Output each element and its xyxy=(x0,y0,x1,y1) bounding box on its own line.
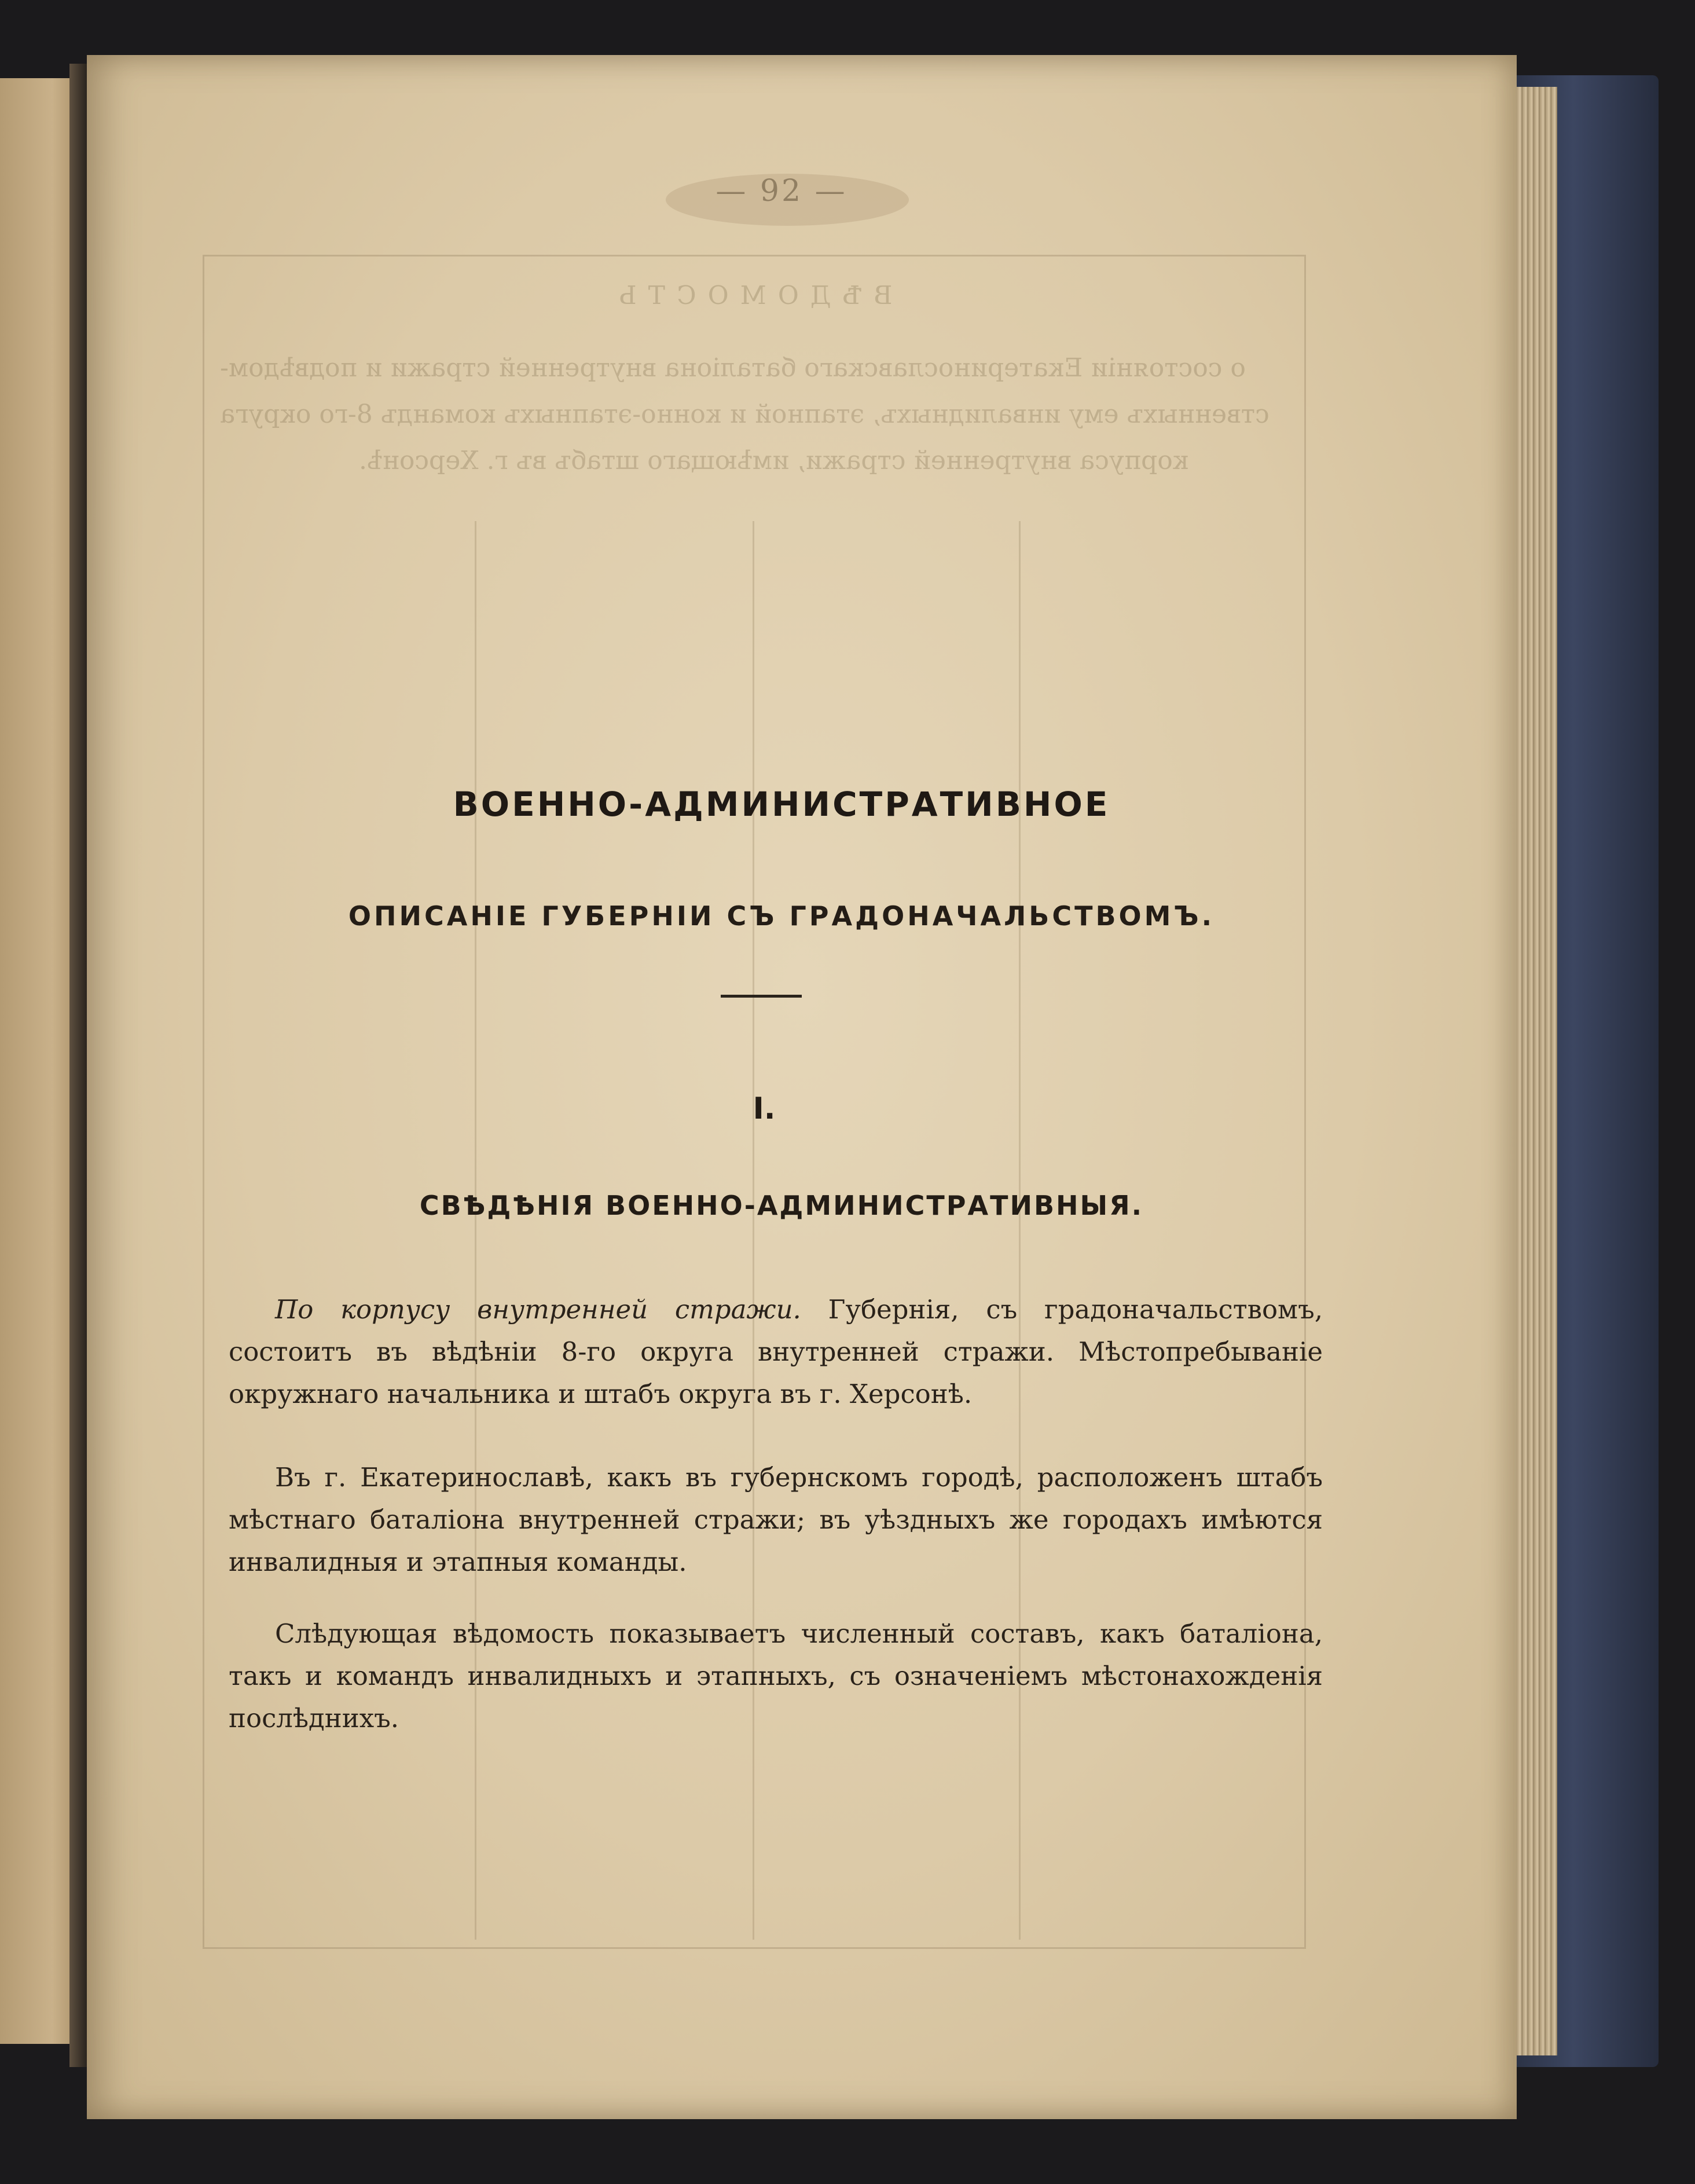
bleed-through-text: ственныхъ ему инвалидныхъ, этапной и конно-этапныхъ командъ 8-го округа xyxy=(220,400,1270,429)
page-title: ВОЕННО-АДМИНИСТРАТИВНОЕ xyxy=(453,785,1110,824)
page-subtitle: ОПИСАНІЕ ГУБЕРНІИ СЪ ГРАДОНАЧАЛЬСТВОМЪ. xyxy=(348,900,1215,932)
paragraph xyxy=(229,1613,1323,1739)
paragraph-text: Губернія, съ градоначальствомъ, состоитъ въ вѣдѣніи 8-го округа внутренней стражи. Мѣстопребываніе окружнаго начальника и штабъ округа въ г. Херсонѣ. xyxy=(229,1294,1323,1409)
paragraph xyxy=(229,1288,1323,1415)
paragraph-text: Въ г. Екатеринославѣ, какъ въ губернскомъ городѣ, расположенъ штабъ мѣстнаго баталіона внутренней стражи; въ уѣздныхъ же городахъ имѣются инвалидныя и этапныя команды. xyxy=(229,1462,1323,1577)
paragraph xyxy=(229,1456,1323,1583)
paragraph-text: Слѣдующая вѣдомость показываетъ численный составъ, какъ баталіона, такъ и командъ инвалидныхъ и этапныхъ, съ означеніемъ мѣстонахожденія послѣднихъ. xyxy=(229,1618,1323,1734)
bleed-through-text: о состояніи Екатеринославскаго баталіона внутренней стражи и подвѣдом- xyxy=(220,353,1246,383)
page-number: — 92 — xyxy=(716,174,848,208)
title-divider xyxy=(721,995,802,998)
paragraph-lead: По корпусу внутренней стражи. xyxy=(275,1294,801,1325)
bleed-through-text: корпуса внутренней стражи, имѣющаго штабъ въ г. Херсонѣ. xyxy=(359,446,1189,475)
section-number: I. xyxy=(753,1091,776,1126)
section-title: СВѢДѢНІЯ ВОЕННО-АДМИНИСТРАТИВНЫЯ. xyxy=(419,1190,1144,1221)
bleed-through-heading: ВѢДОМОСТЬ xyxy=(608,281,893,310)
